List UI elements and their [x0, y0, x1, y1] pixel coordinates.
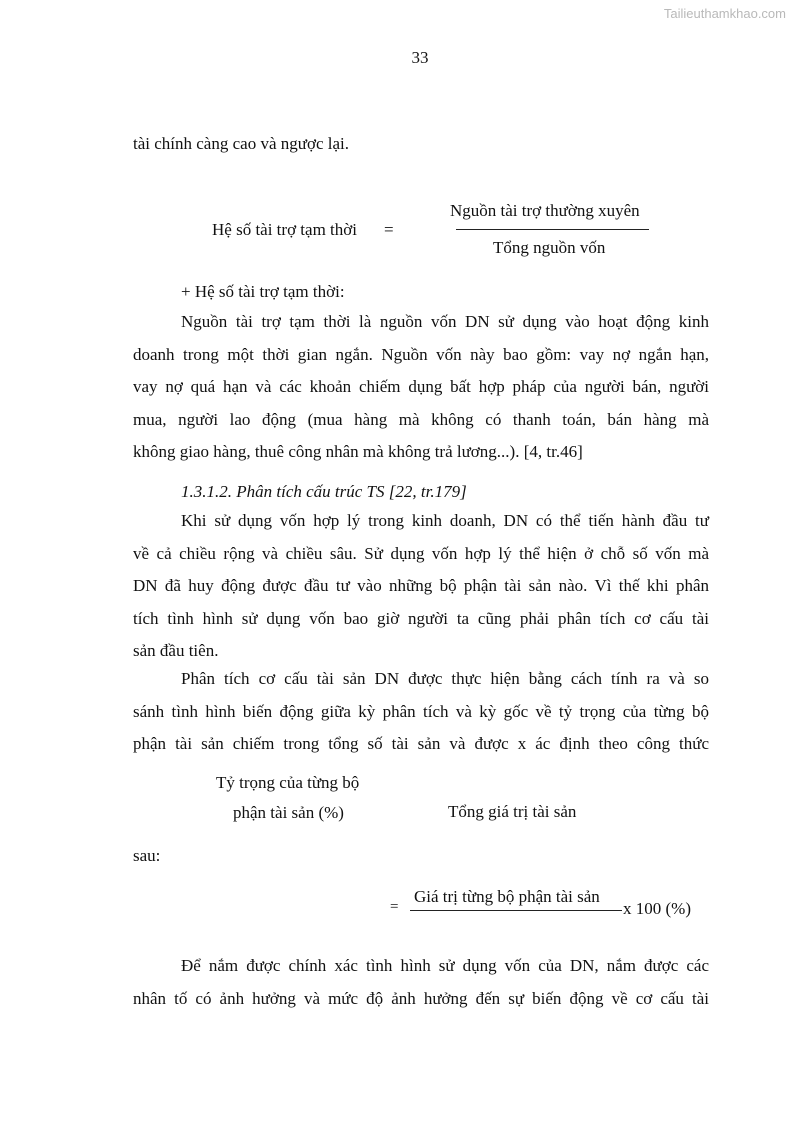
page-number: 33 — [411, 48, 429, 67]
paragraph-line: DN đã huy động được đầu tư vào những bộ phận tài sản nào. Vì thế khi phân — [133, 576, 709, 595]
formula2-denominator: Tổng giá trị tài sản — [448, 802, 577, 821]
paragraph-line: Nguồn tài trợ tạm thời là nguồn vốn DN sử dụng vào hoạt động kinh — [181, 312, 709, 331]
formula1-fraction-bar — [456, 229, 649, 230]
formula2-multiplier: x 100 (%) — [623, 899, 691, 918]
paragraph-line: mua, người lao động (mua hàng mà không có thanh toán, bán hàng mà — [133, 409, 709, 429]
paragraph-conclusion — [133, 950, 709, 1015]
bullet-heading: + Hệ số tài trợ tạm thời: — [181, 282, 345, 301]
watermark: Tailieuthamkhao.com — [663, 6, 786, 21]
paragraph-line: vay nợ quá hạn và các khoản chiếm dụng bất hợp pháp của người bán, người — [133, 377, 709, 396]
formula2-equals: = — [390, 899, 399, 915]
paragraph-line: Phân tích cơ cấu tài sản DN được thực hiện bằng cách tính ra và so — [181, 669, 709, 688]
formula2-label-line1: Tỷ trọng của từng bộ — [216, 773, 360, 792]
paragraph-line: về cả chiều rộng và chiều sâu. Sử dụng vốn hợp lý thể hiện ở chỗ số vốn mà — [133, 543, 709, 563]
paragraph-line: không giao hàng, thuê công nhân mà không trả lương...). [4, tr.46] — [133, 442, 583, 461]
paragraph-line: doanh trong một thời gian ngắn. Nguồn vốn này bao gồm: vay nợ ngắn hạn, — [133, 344, 709, 364]
formula2-label-line2: phận tài sản (%) — [233, 803, 344, 822]
paragraph-line: sản đầu tiên. — [133, 641, 219, 660]
paragraph-line: phận tài sản chiếm trong tổng số tài sản và được x ác định theo công thức — [133, 734, 709, 753]
paragraph-line: Khi sử dụng vốn hợp lý trong kinh doanh, DN có thể tiến hành đầu tư — [181, 511, 709, 530]
section-heading: 1.3.1.2. Phân tích cấu trúc TS [22, tr.179] — [181, 482, 467, 501]
formula1-equals: = — [384, 220, 394, 239]
paragraph-line: nhân tố có ảnh hưởng và mức độ ảnh hưởng đến sự biến động về cơ cấu tài — [133, 988, 709, 1008]
intro-line: tài chính càng cao và ngược lại. — [133, 134, 349, 153]
formula1-label: Hệ số tài trợ tạm thời — [212, 220, 357, 239]
formula1-numerator: Nguồn tài trợ thường xuyên — [450, 201, 640, 220]
paragraph-asset-analysis — [133, 663, 709, 761]
paragraph-temporary-financing — [133, 306, 709, 469]
formula1-denominator: Tổng nguồn vốn — [493, 238, 606, 257]
paragraph-line: Để nắm được chính xác tình hình sử dụng vốn của DN, nắm được các — [181, 956, 709, 975]
paragraph-line: sánh tình hình biến động giữa kỳ phân tích và kỳ gốc về tỷ trọng của từng bộ — [133, 701, 709, 721]
formula2-numerator: Giá trị từng bộ phận tài sản — [414, 887, 600, 906]
paragraph-line: tích tình hình sử dụng vốn bao giờ người ta cũng phải phân tích cơ cấu tài — [133, 608, 709, 628]
formula2-fraction-bar — [410, 910, 622, 911]
paragraph-asset-structure — [133, 505, 709, 668]
formula2-trailing-word: sau: — [133, 846, 161, 865]
